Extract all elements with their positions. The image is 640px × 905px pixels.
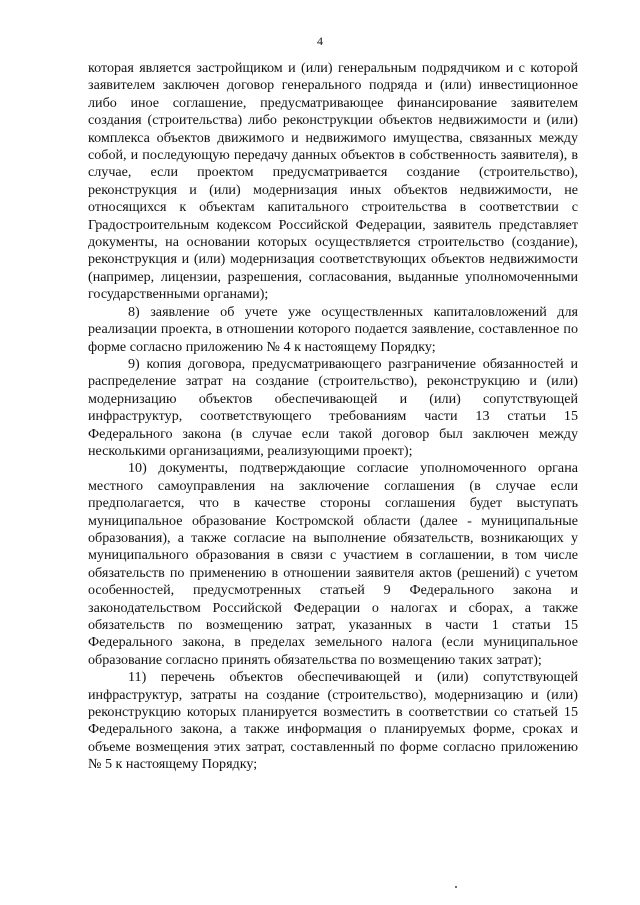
paragraph-item-10: 10) документы, подтверждающие согласие уполномоченного органа местного самоуправления на заключение соглашения (в случае если предполагается, что в качестве стороны соглашения будет выступать муниципальное образование Костромской области (далее - муниципальные образования), а также согласие на выполнение обязательств, возникающих у муниципального образования в связи с участием в соглашении, в том числе обязательств по применению в отношении заявителя актов (решений) с учетом особенностей, предусмотренных статьей 9 Федерального закона и законодательством Российской Федерации о налогах и сборах, а также обязательств по возмещению затрат, указанных в части 1 статьи 15 Федерального закона, в пределах земельного налога (если муниципальное образование согласно принять обязательства по возмещению таких затрат); xyxy=(88,460,578,668)
scan-speck xyxy=(455,886,457,888)
paragraph-item-11: 11) перечень объектов обеспечивающей и (или) сопутствующей инфраструктур, затраты на создание (строительство), модернизацию и (или) реконструкцию которых планируется возместить в соответствии со статьей 15 Федерального закона, а также информация о планируемых форме, сроках и объеме возмещения этих затрат, составленный по форме согласно приложению № 5 к настоящему Порядку; xyxy=(88,669,578,773)
paragraph-item-9: 9) копия договора, предусматривающего разграничение обязанностей и распределение затрат на создание (строительство), реконструкцию и (или) модернизацию объектов обеспечивающей и (или) сопутствующей инфраструктур, соответствующего требованиям части 13 статьи 15 Федерального закона (в случае если такой договор был заключен между несколькими организациями, реализующими проект); xyxy=(88,355,578,459)
page-number: 4 xyxy=(317,34,323,48)
document-body xyxy=(88,60,578,774)
paragraph-item-8: 8) заявление об учете уже осуществленных капиталовложений для реализации проекта, в отношении которого подается заявление, составленное по форме согласно приложению № 4 к настоящему Порядку; xyxy=(88,303,578,355)
paragraph-continuation: которая является застройщиком и (или) генеральным подрядчиком и с которой заявителем заключен договор генерального подряда и (или) инвестиционное либо иное соглашение, предусматривающее финансирование заявителем создания (строительства) либо реконструкции объектов недвижимости и (или) комплекса объектов движимого и недвижимого имущества, связанных между собой, и последующую передачу данных объектов в собственность заявителя), в случае, если проектом предусматривается создание (строительство), реконструкция и (или) модернизация иных объектов недвижимости, не относящихся к объектам капитального строительства в соответствии с Градостроительным кодексом Российской Федерации, заявитель представляет документы, на основании которых осуществляется строительство (создание), реконструкция и (или) модернизация соответствующих объектов недвижимости (например, лицензии, разрешения, согласования, выданные уполномоченными государственными органами); xyxy=(88,60,578,303)
